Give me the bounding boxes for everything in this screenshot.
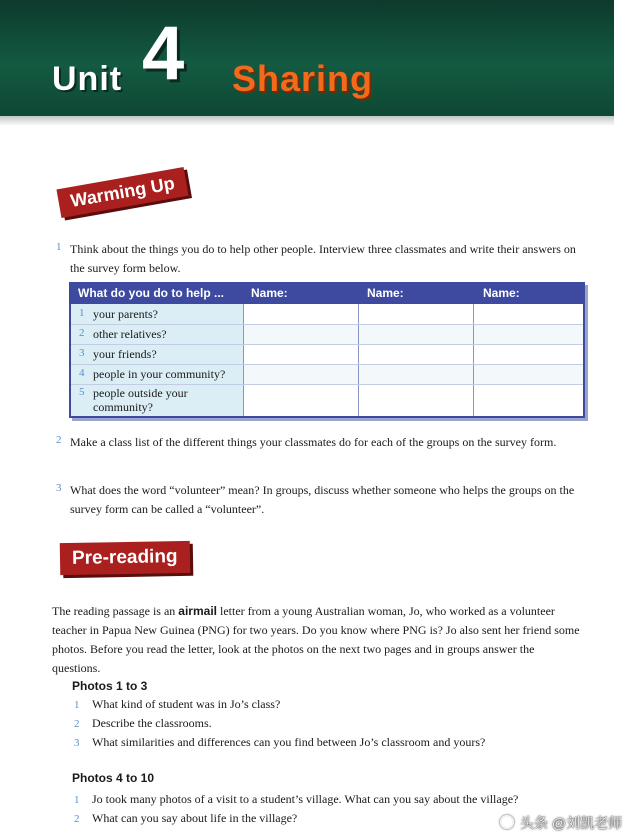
- photo-question: Jo took many photos of a visit to a student’s village. What can you say about the village?: [92, 792, 519, 806]
- photos-1-3-heading: Photos 1 to 3: [72, 679, 148, 693]
- column-divider: [473, 304, 474, 416]
- item-number: 3: [74, 737, 80, 749]
- unit-label: Unit: [52, 60, 123, 98]
- survey-row: [71, 364, 243, 384]
- photo-question: What can you say about life in the village?: [92, 811, 298, 825]
- row-shade: [244, 324, 583, 344]
- row-label: your friends?: [93, 347, 157, 361]
- survey-header-question: What do you do to help ...: [78, 286, 224, 300]
- question-number: 2: [56, 434, 62, 446]
- photos-4-10-heading: Photos 4 to 10: [72, 771, 155, 785]
- intro-bold-word: airmail: [178, 604, 217, 618]
- warming-up-tag: Warming Up: [56, 167, 188, 218]
- row-divider: [71, 344, 583, 345]
- question-2-text: Make a class list of the different things your classmates do for each of the groups on the survey form.: [70, 435, 557, 449]
- item-number: 2: [74, 813, 80, 825]
- pre-reading-tag: Pre-reading: [60, 541, 190, 575]
- item-number: 1: [74, 699, 80, 711]
- unit-title: Sharing: [232, 58, 374, 99]
- question-1-text: Think about the things you do to help other people. Interview three classmates and write their answers on the survey form below.: [70, 242, 576, 275]
- row-number: 5: [79, 386, 85, 398]
- item-number: 2: [74, 718, 80, 730]
- watermark-icon: [500, 815, 514, 829]
- row-number: 3: [79, 347, 85, 359]
- survey-header-name: Name:: [367, 286, 404, 300]
- question-number: 3: [56, 482, 62, 494]
- column-divider: [243, 304, 244, 416]
- survey-row: [71, 324, 243, 344]
- row-label: people in your community?: [93, 367, 226, 381]
- intro-text: The reading passage is an: [52, 604, 179, 618]
- survey-header-name: Name:: [251, 286, 288, 300]
- row-label: other relatives?: [93, 327, 167, 341]
- survey-header-row: [71, 284, 583, 304]
- question-3-text: What does the word “volunteer” mean? In groups, discuss whether someone who helps the groups on the survey form can be called a “volunteer”.: [70, 483, 575, 516]
- photo-question: Describe the classrooms.: [92, 716, 212, 730]
- item-number: 1: [74, 794, 80, 806]
- survey-row: [71, 304, 243, 324]
- watermark: 头条 @刘凯老师: [520, 815, 623, 831]
- row-number: 4: [79, 367, 85, 379]
- survey-header-name: Name:: [483, 286, 520, 300]
- row-label: people outside your community?: [93, 386, 188, 414]
- row-divider: [71, 384, 583, 385]
- survey-row: [71, 384, 243, 416]
- unit-number: 4: [142, 11, 185, 96]
- question-number: 1: [56, 241, 62, 253]
- row-label: your parents?: [93, 307, 158, 321]
- row-divider: [71, 324, 583, 325]
- unit-banner: [0, 0, 614, 118]
- survey-form: [69, 282, 585, 418]
- row-number: 2: [79, 327, 85, 339]
- photo-question: What similarities and differences can you find between Jo’s classroom and yours?: [92, 735, 486, 749]
- photo-question: What kind of student was in Jo’s class?: [92, 697, 281, 711]
- column-divider: [358, 304, 359, 416]
- intro-text: letter from a young Australian woman, Jo, who worked as a volunteer teacher in Papua New Guinea (PNG) for two years. Do you know where PNG is? Jo also sent her friend some photos. Before you read the letter, look at the photos on the next two pages and in groups answer the questions.: [52, 604, 580, 675]
- row-shade: [244, 364, 583, 384]
- pre-reading-intro: [52, 602, 582, 678]
- row-number: 1: [79, 307, 85, 319]
- survey-row: [71, 344, 243, 364]
- row-divider: [71, 364, 583, 365]
